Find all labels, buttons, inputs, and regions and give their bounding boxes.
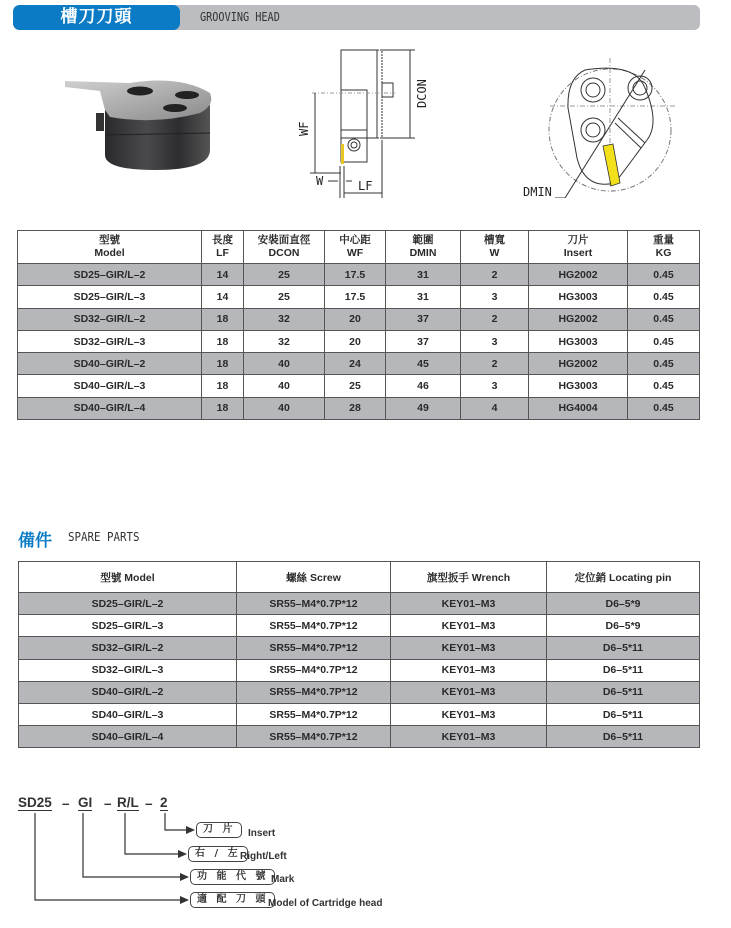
table-cell: KEY01–M3 bbox=[391, 637, 547, 659]
table-cell: 37 bbox=[386, 308, 461, 330]
code-part-hand: R/L bbox=[117, 795, 139, 810]
label-lf: LF bbox=[358, 179, 373, 193]
table-cell: HG3003 bbox=[529, 286, 628, 308]
legend-box-insert: 刀 片 bbox=[196, 822, 242, 838]
table-cell: 20 bbox=[325, 330, 386, 352]
column-header-zh: 型號 bbox=[99, 234, 120, 246]
column-header-zh: 中心距 bbox=[339, 234, 371, 246]
column-header bbox=[386, 231, 461, 264]
column-header: 型號 Model bbox=[19, 562, 237, 593]
table-cell: SD40–GIR/L–4 bbox=[18, 397, 202, 419]
column-header: 螺絲 Screw bbox=[237, 562, 391, 593]
table-cell: HG3003 bbox=[529, 375, 628, 397]
code-part-mark: GI bbox=[78, 795, 93, 810]
table-cell: SR55–M4*0.7P*12 bbox=[237, 659, 391, 681]
table-cell: D6–5*9 bbox=[547, 615, 700, 637]
table-cell: 4 bbox=[461, 397, 529, 419]
column-header-zh: 範圍 bbox=[412, 234, 434, 246]
table-row bbox=[18, 397, 700, 419]
table-cell: KEY01–M3 bbox=[391, 726, 547, 748]
label-w: W bbox=[316, 174, 324, 188]
table-cell: HG3003 bbox=[529, 330, 628, 352]
table-cell: 18 bbox=[202, 330, 244, 352]
table-cell: KEY01–M3 bbox=[391, 703, 547, 725]
table-cell: 18 bbox=[202, 308, 244, 330]
legend-label-insert: Insert bbox=[248, 828, 276, 839]
column-header bbox=[529, 231, 628, 264]
table-cell: 2 bbox=[461, 264, 529, 286]
column-header-en: KG bbox=[655, 247, 672, 259]
table-cell: 25 bbox=[244, 286, 325, 308]
table-cell: 0.45 bbox=[628, 353, 700, 375]
code-part-insert: 2 bbox=[160, 795, 168, 810]
table-row bbox=[18, 330, 700, 352]
column-header-en: DMIN bbox=[409, 247, 437, 259]
table-cell: SD32–GIR/L–3 bbox=[19, 659, 237, 681]
page-subtitle: GROOVING HEAD bbox=[200, 10, 280, 24]
table-cell: HG2002 bbox=[529, 308, 628, 330]
table-cell: SR55–M4*0.7P*12 bbox=[237, 637, 391, 659]
legend-box-mark: 功 能 代 號 bbox=[190, 869, 275, 885]
column-header-zh: 重量 bbox=[653, 234, 674, 246]
column-header: 旗型扳手 Wrench bbox=[391, 562, 547, 593]
table-cell: 40 bbox=[244, 375, 325, 397]
column-header-zh: 槽寬 bbox=[484, 234, 505, 246]
front-view-drawing bbox=[515, 48, 675, 198]
table-cell: 31 bbox=[386, 286, 461, 308]
column-header-en: Model bbox=[94, 247, 125, 259]
table-row bbox=[18, 308, 700, 330]
legend-label-hand: Right/Left bbox=[240, 851, 287, 862]
table-cell: 25 bbox=[325, 375, 386, 397]
legend-box-hand: 右 / 左 bbox=[188, 846, 248, 862]
table-cell: 0.45 bbox=[628, 397, 700, 419]
column-header: 定位銷 Locating pin bbox=[547, 562, 700, 593]
table-cell: D6–5*11 bbox=[547, 726, 700, 748]
legend-box-head: 適 配 刀 頭 bbox=[190, 892, 275, 908]
table-cell: 3 bbox=[461, 330, 529, 352]
table-cell: 37 bbox=[386, 330, 461, 352]
table-cell: 32 bbox=[244, 308, 325, 330]
spare-parts-subtitle: SPARE PARTS bbox=[68, 530, 140, 544]
table-cell: 17.5 bbox=[325, 264, 386, 286]
table-cell: HG2002 bbox=[529, 264, 628, 286]
table-cell: SD25–GIR/L–2 bbox=[19, 593, 237, 615]
table-cell: KEY01–M3 bbox=[391, 659, 547, 681]
legend-label-head: Model of Cartridge head bbox=[268, 898, 383, 909]
table-row bbox=[19, 593, 700, 615]
table-cell: D6–5*11 bbox=[547, 659, 700, 681]
table-cell: D6–5*11 bbox=[547, 681, 700, 703]
column-header-zh: 刀片 bbox=[567, 234, 589, 246]
product-photo bbox=[60, 75, 220, 180]
table-cell: SD40–GIR/L–2 bbox=[19, 681, 237, 703]
table-row bbox=[19, 637, 700, 659]
table-cell: SR55–M4*0.7P*12 bbox=[237, 593, 391, 615]
table-cell: SD32–GIR/L–2 bbox=[18, 308, 202, 330]
label-wf: WF bbox=[297, 121, 311, 136]
table-cell: 31 bbox=[386, 264, 461, 286]
column-header-en: LF bbox=[216, 247, 229, 259]
column-header bbox=[18, 231, 202, 264]
table-cell: SR55–M4*0.7P*12 bbox=[237, 681, 391, 703]
column-header-en: W bbox=[489, 247, 500, 259]
table-cell: 0.45 bbox=[628, 264, 700, 286]
table-cell: SR55–M4*0.7P*12 bbox=[237, 703, 391, 725]
label-dmin: DMIN bbox=[523, 185, 552, 198]
table-cell: KEY01–M3 bbox=[391, 615, 547, 637]
legend-connectors bbox=[0, 780, 200, 920]
table-cell: 14 bbox=[202, 286, 244, 308]
table-cell: 40 bbox=[244, 353, 325, 375]
table-cell: SD25–GIR/L–3 bbox=[19, 615, 237, 637]
code-separator: – bbox=[104, 796, 112, 811]
column-header bbox=[461, 231, 529, 264]
table-cell: 18 bbox=[202, 353, 244, 375]
label-dcon: DCON bbox=[415, 79, 429, 108]
column-header-zh: 長度 bbox=[212, 234, 233, 246]
table-row bbox=[18, 286, 700, 308]
spare-parts-table bbox=[18, 561, 700, 748]
table-cell: 0.45 bbox=[628, 286, 700, 308]
table-row bbox=[19, 615, 700, 637]
table-cell: D6–5*11 bbox=[547, 703, 700, 725]
table-row bbox=[19, 703, 700, 725]
table-cell: 0.45 bbox=[628, 330, 700, 352]
column-header bbox=[628, 231, 700, 264]
column-header bbox=[325, 231, 386, 264]
side-view-drawing bbox=[280, 48, 440, 198]
table-cell: 3 bbox=[461, 375, 529, 397]
code-separator: – bbox=[62, 796, 70, 811]
page-title: 槽刀刀頭 bbox=[13, 5, 180, 30]
table-cell: D6–5*9 bbox=[547, 593, 700, 615]
column-header bbox=[244, 231, 325, 264]
table-row bbox=[18, 375, 700, 397]
table-cell: SD40–GIR/L–3 bbox=[19, 703, 237, 725]
table-cell: SD25–GIR/L–2 bbox=[18, 264, 202, 286]
table-row bbox=[19, 681, 700, 703]
table-cell: 24 bbox=[325, 353, 386, 375]
code-separator: – bbox=[145, 796, 153, 811]
table-cell: SD32–GIR/L–2 bbox=[19, 637, 237, 659]
table-cell: 0.45 bbox=[628, 375, 700, 397]
table-cell: SR55–M4*0.7P*12 bbox=[237, 615, 391, 637]
table-cell: 3 bbox=[461, 286, 529, 308]
table-cell: 17.5 bbox=[325, 286, 386, 308]
table-cell: SD32–GIR/L–3 bbox=[18, 330, 202, 352]
legend-label-mark: Mark bbox=[271, 874, 295, 885]
table-row bbox=[19, 659, 700, 681]
table-cell: KEY01–M3 bbox=[391, 681, 547, 703]
column-header-zh: 安裝面直徑 bbox=[257, 234, 311, 246]
column-header bbox=[202, 231, 244, 264]
table-cell: SD40–GIR/L–2 bbox=[18, 353, 202, 375]
table-row bbox=[19, 726, 700, 748]
column-header-en: DCON bbox=[268, 247, 300, 259]
table-cell: 25 bbox=[244, 264, 325, 286]
table-cell: 18 bbox=[202, 375, 244, 397]
column-header-en: WF bbox=[346, 247, 364, 259]
table-cell: 20 bbox=[325, 308, 386, 330]
table-cell: SD25–GIR/L–3 bbox=[18, 286, 202, 308]
table-cell: D6–5*11 bbox=[547, 637, 700, 659]
table-cell: 18 bbox=[202, 397, 244, 419]
table-cell: 2 bbox=[461, 308, 529, 330]
spare-parts-title: 備件 bbox=[18, 531, 52, 551]
table-cell: 14 bbox=[202, 264, 244, 286]
table-cell: 28 bbox=[325, 397, 386, 419]
table-cell: 45 bbox=[386, 353, 461, 375]
table-cell: 49 bbox=[386, 397, 461, 419]
table-row bbox=[18, 264, 700, 286]
table-cell: HG2002 bbox=[529, 353, 628, 375]
specs-table bbox=[17, 230, 700, 420]
code-part-size: SD25 bbox=[18, 795, 52, 810]
table-cell: KEY01–M3 bbox=[391, 593, 547, 615]
table-cell: SR55–M4*0.7P*12 bbox=[237, 726, 391, 748]
table-cell: HG4004 bbox=[529, 397, 628, 419]
table-cell: 32 bbox=[244, 330, 325, 352]
table-cell: SD40–GIR/L–4 bbox=[19, 726, 237, 748]
table-cell: 2 bbox=[461, 353, 529, 375]
table-cell: 0.45 bbox=[628, 308, 700, 330]
table-cell: 40 bbox=[244, 397, 325, 419]
table-cell: SD40–GIR/L–3 bbox=[18, 375, 202, 397]
table-row bbox=[18, 353, 700, 375]
column-header-en: Insert bbox=[563, 247, 593, 259]
table-cell: 46 bbox=[386, 375, 461, 397]
model-code-legend bbox=[0, 780, 731, 920]
